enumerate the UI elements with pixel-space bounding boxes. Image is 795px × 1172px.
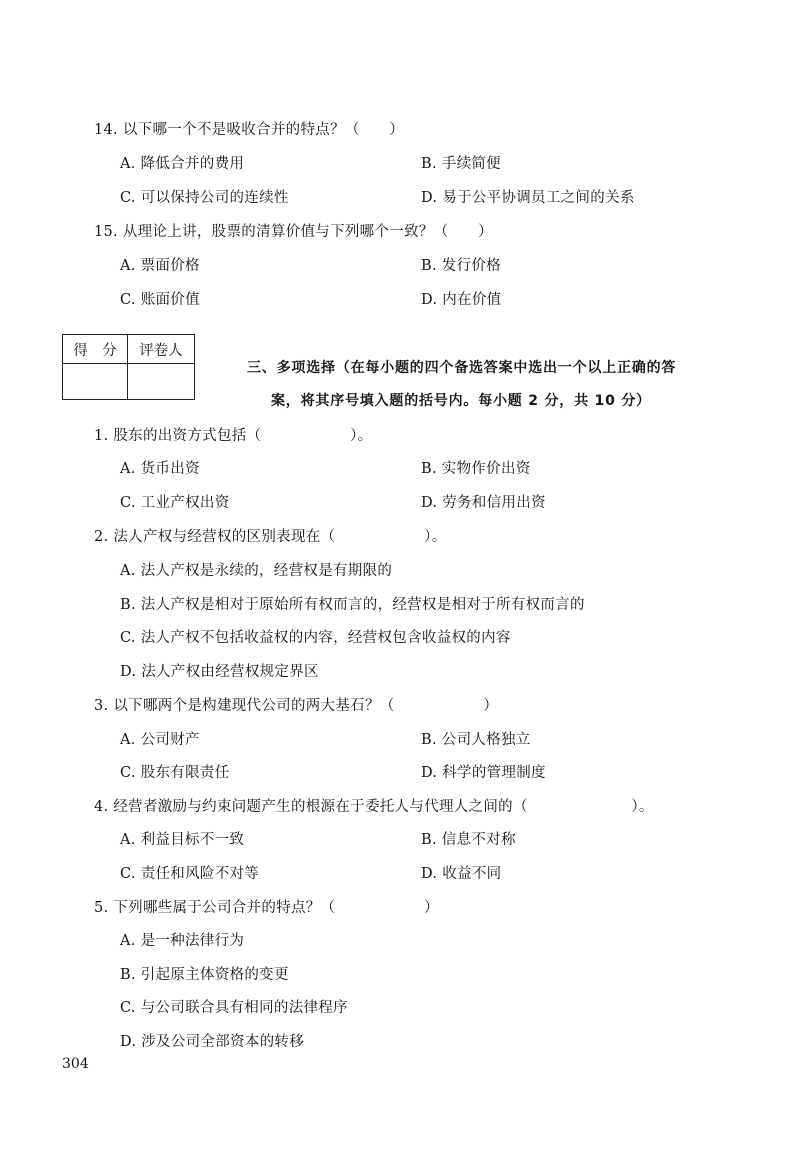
m5-option-d: D. 涉及公司全部资本的转移 (120, 1034, 305, 1050)
m4-option-a: A. 利益目标不一致 (120, 832, 245, 848)
q14-option-a: A. 降低合并的费用 (120, 156, 245, 172)
m5-option-a: A. 是一种法律行为 (120, 933, 245, 949)
m5-option-b: B. 引起原主体资格的变更 (120, 967, 289, 983)
q15-option-c: C. 账面价值 (120, 292, 200, 308)
m1-option-d: D. 劳务和信用出资 (421, 495, 546, 511)
q14-option-c: C. 可以保持公司的连续性 (120, 190, 289, 206)
section-heading-line-1: 三、多项选择（在每小题的四个备选答案中选出一个以上正确的答 (247, 360, 677, 376)
grader-cell (128, 364, 195, 400)
multi-question-3: 3. 以下哪两个是构建现代公司的两大基石？（ ） (94, 698, 499, 714)
score-header: 得 分 (63, 335, 128, 364)
m5-option-c: C. 与公司联合具有相同的法律程序 (120, 1000, 348, 1016)
multi-question-5: 5. 下列哪些属于公司合并的特点？（ ） (94, 900, 439, 916)
m3-option-c: C. 股东有限责任 (120, 765, 230, 781)
q14-option-b: B. 手续简便 (421, 156, 501, 172)
m3-option-b: B. 公司人格独立 (421, 732, 531, 748)
grader-header: 评卷人 (128, 335, 195, 364)
m3-option-d: D. 科学的管理制度 (421, 765, 546, 781)
m1-option-a: A. 货币出资 (120, 461, 200, 477)
score-cell (63, 364, 128, 400)
m2-option-d: D. 法人产权由经营权规定界区 (120, 664, 319, 680)
question-14: 14. 以下哪一个不是吸收合并的特点？（ ） (94, 122, 405, 138)
q15-option-a: A. 票面价格 (120, 258, 200, 274)
q14-option-d: D. 易于公平协调员工之间的关系 (421, 190, 635, 206)
m2-option-c: C. 法人产权不包括收益权的内容，经营权包含收益权的内容 (120, 630, 511, 646)
m4-option-c: C. 责任和风险不对等 (120, 866, 260, 882)
q15-option-b: B. 发行价格 (421, 258, 501, 274)
q15-option-d: D. 内在价值 (421, 292, 502, 308)
m1-option-c: C. 工业产权出资 (120, 495, 230, 511)
question-15: 15. 从理论上讲，股票的清算价值与下列哪个一致？（ ） (94, 224, 493, 240)
multi-question-2: 2. 法人产权与经营权的区别表现在（ ）。 (94, 529, 447, 545)
m1-option-b: B. 实物作价出资 (421, 461, 531, 477)
page-number: 304 (62, 1056, 89, 1072)
section-heading-line-2: 案，将其序号填入题的括号内。每小题 2 分，共 10 分） (271, 393, 651, 409)
m4-option-b: B. 信息不对称 (421, 832, 516, 848)
score-table (62, 334, 195, 400)
m4-option-d: D. 收益不同 (421, 866, 502, 882)
multi-question-1: 1. 股东的出资方式包括（ ）。 (94, 428, 373, 444)
m2-option-a: A. 法人产权是永续的，经营权是有期限的 (120, 563, 393, 579)
multi-question-4: 4. 经营者激励与约束问题产生的根源在于委托人与代理人之间的（ ）。 (94, 799, 654, 815)
m2-option-b: B. 法人产权是相对于原始所有权而言的，经营权是相对于所有权而言的 (120, 597, 585, 613)
m3-option-a: A. 公司财产 (120, 732, 200, 748)
